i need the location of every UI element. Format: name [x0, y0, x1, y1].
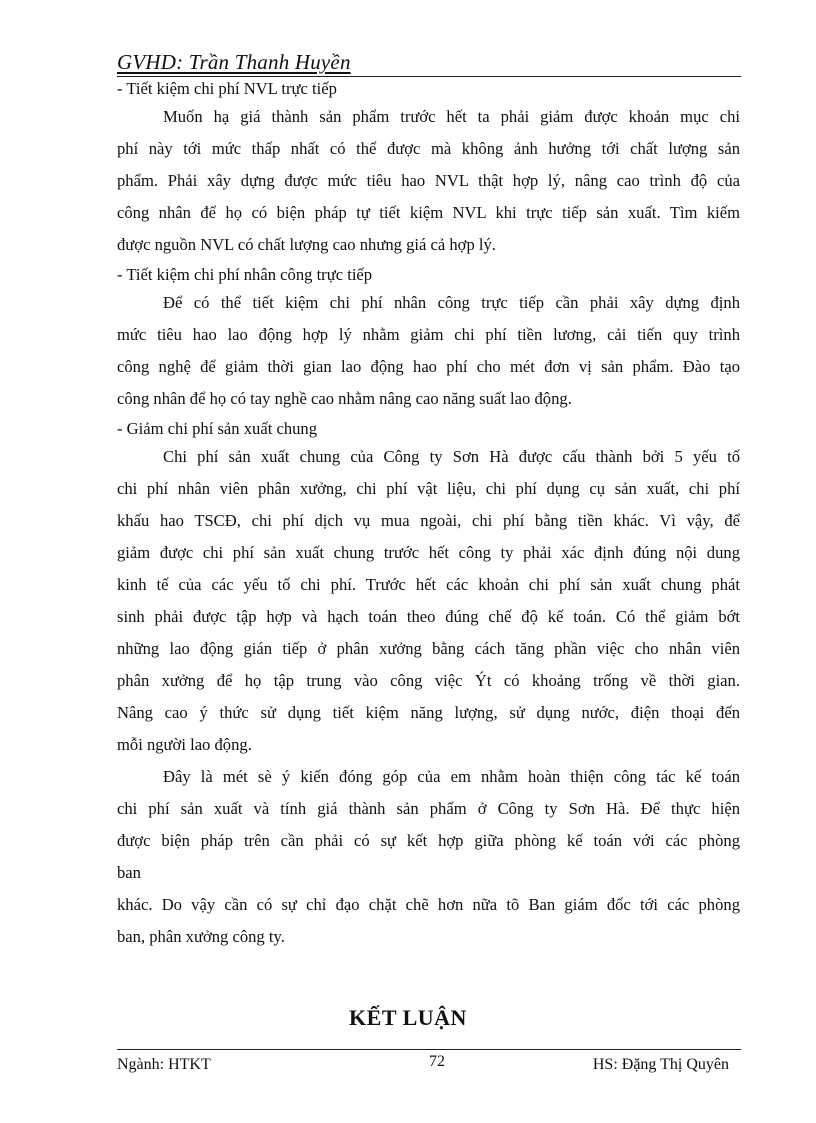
paragraph-line: công nhân để họ có tay nghề cao nhằm nâng cao năng suất lao động.: [117, 389, 572, 408]
page-number: 72: [429, 1053, 445, 1070]
paragraph-line: sinh phải được tập hợp và hạch toán theo đúng chế độ kế toán. Có thể giảm bớt: [117, 607, 740, 626]
paragraph-line: phân xưởng để họ tập trung vào công việc Ýt có khoảng trống về thời gian.: [117, 671, 740, 690]
paragraph-line: kinh tế của các yếu tố chi phí. Trước hết các khoản chi phí sản xuất chung phát: [117, 575, 740, 594]
paragraph-line: mức tiêu hao lao động hợp lý nhằm giảm chi phí tiền lương, cải tiến quy trình: [117, 325, 740, 344]
paragraph-line: giảm được chi phí sản xuất chung trước hết công ty phải xác định đúng nội dung: [117, 543, 740, 562]
paragraph-line: phí này tới mức thấp nhất có thể được mà không ảnh hưởng tới chất lượng sản: [117, 139, 740, 158]
footer-major: Ngành: HTKT: [117, 1056, 211, 1073]
paragraph-line: được nguồn NVL có chất lượng cao nhưng giá cả hợp lý.: [117, 235, 496, 254]
paragraph-line: phẩm. Phải xây dựng được mức tiêu hao NVL thật hợp lý, nâng cao trình độ của: [117, 171, 740, 190]
paragraph-line: Để có thể tiết kiệm chi phí nhân công trực tiếp cần phải xây dựng định: [163, 293, 740, 312]
paragraph-line: ban, phân xưởng công ty.: [117, 927, 285, 946]
paragraph-line: Đây là mét sè ý kiến đóng góp của em nhằm hoàn thiện công tác kế toán: [163, 767, 740, 786]
heading-overhead: - Giảm chi phí sản xuất chung: [117, 419, 318, 438]
section-title: KẾT LUẬN: [349, 1005, 467, 1030]
paragraph-line: khác. Do vậy cần có sự chỉ đạo chặt chẽ hơn nữa tõ Ban giám đốc tới các phòng: [117, 895, 740, 914]
paragraph-line: khấu hao TSCĐ, chi phí dịch vụ mua ngoài, chi phí bằng tiền khác. Vì vậy, để: [117, 511, 740, 530]
page-header: [117, 48, 741, 77]
paragraph-line: công nghệ để giảm thời gian lao động hao phí cho mét đơn vị sản phẩm. Đào tạo: [117, 357, 740, 376]
paragraph-line: được biện pháp trên cần phải có sự kết hợp giữa phòng kế toán với các phòng: [117, 831, 740, 850]
document-body: [117, 76, 740, 954]
header-supervisor: GVHD: Trần Thanh Huyền: [117, 50, 351, 74]
heading-nvl: - Tiết kiệm chi phí NVL trực tiếp: [117, 79, 337, 98]
paragraph-line: Nâng cao ý thức sử dụng tiết kiệm năng lượng, sử dụng nước, điện thoại đến: [117, 703, 740, 722]
paragraph-line: mỗi người lao động.: [117, 735, 252, 754]
paragraph-line: công nhân để họ có biện pháp tự tiết kiệm NVL khi trực tiếp sản xuất. Tìm kiếm: [117, 203, 740, 222]
paragraph-line: những lao động gián tiếp ở phân xưởng bằng cách tăng phần việc cho nhân viên: [117, 639, 740, 658]
paragraph-line: ban: [117, 863, 141, 882]
paragraph-line: Chi phí sản xuất chung của Công ty Sơn Hà được cấu thành bởi 5 yếu tố: [163, 447, 740, 466]
paragraph-line: chi phí sản xuất và tính giá thành sản phẩm ở Công ty Sơn Hà. Để thực hiện: [117, 799, 740, 818]
footer-student: HS: Đặng Thị Quyên: [592, 1056, 729, 1073]
heading-labor: - Tiết kiệm chi phí nhân công trực tiếp: [117, 265, 373, 284]
paragraph-line: Muốn hạ giá thành sản phẩm trước hết ta phải giảm được khoản mục chi: [163, 107, 740, 126]
page-footer: [117, 1049, 741, 1080]
paragraph-line: chi phí nhân viên phân xưởng, chi phí vật liệu, chi phí dụng cụ sản xuất, chi phí: [117, 479, 740, 498]
